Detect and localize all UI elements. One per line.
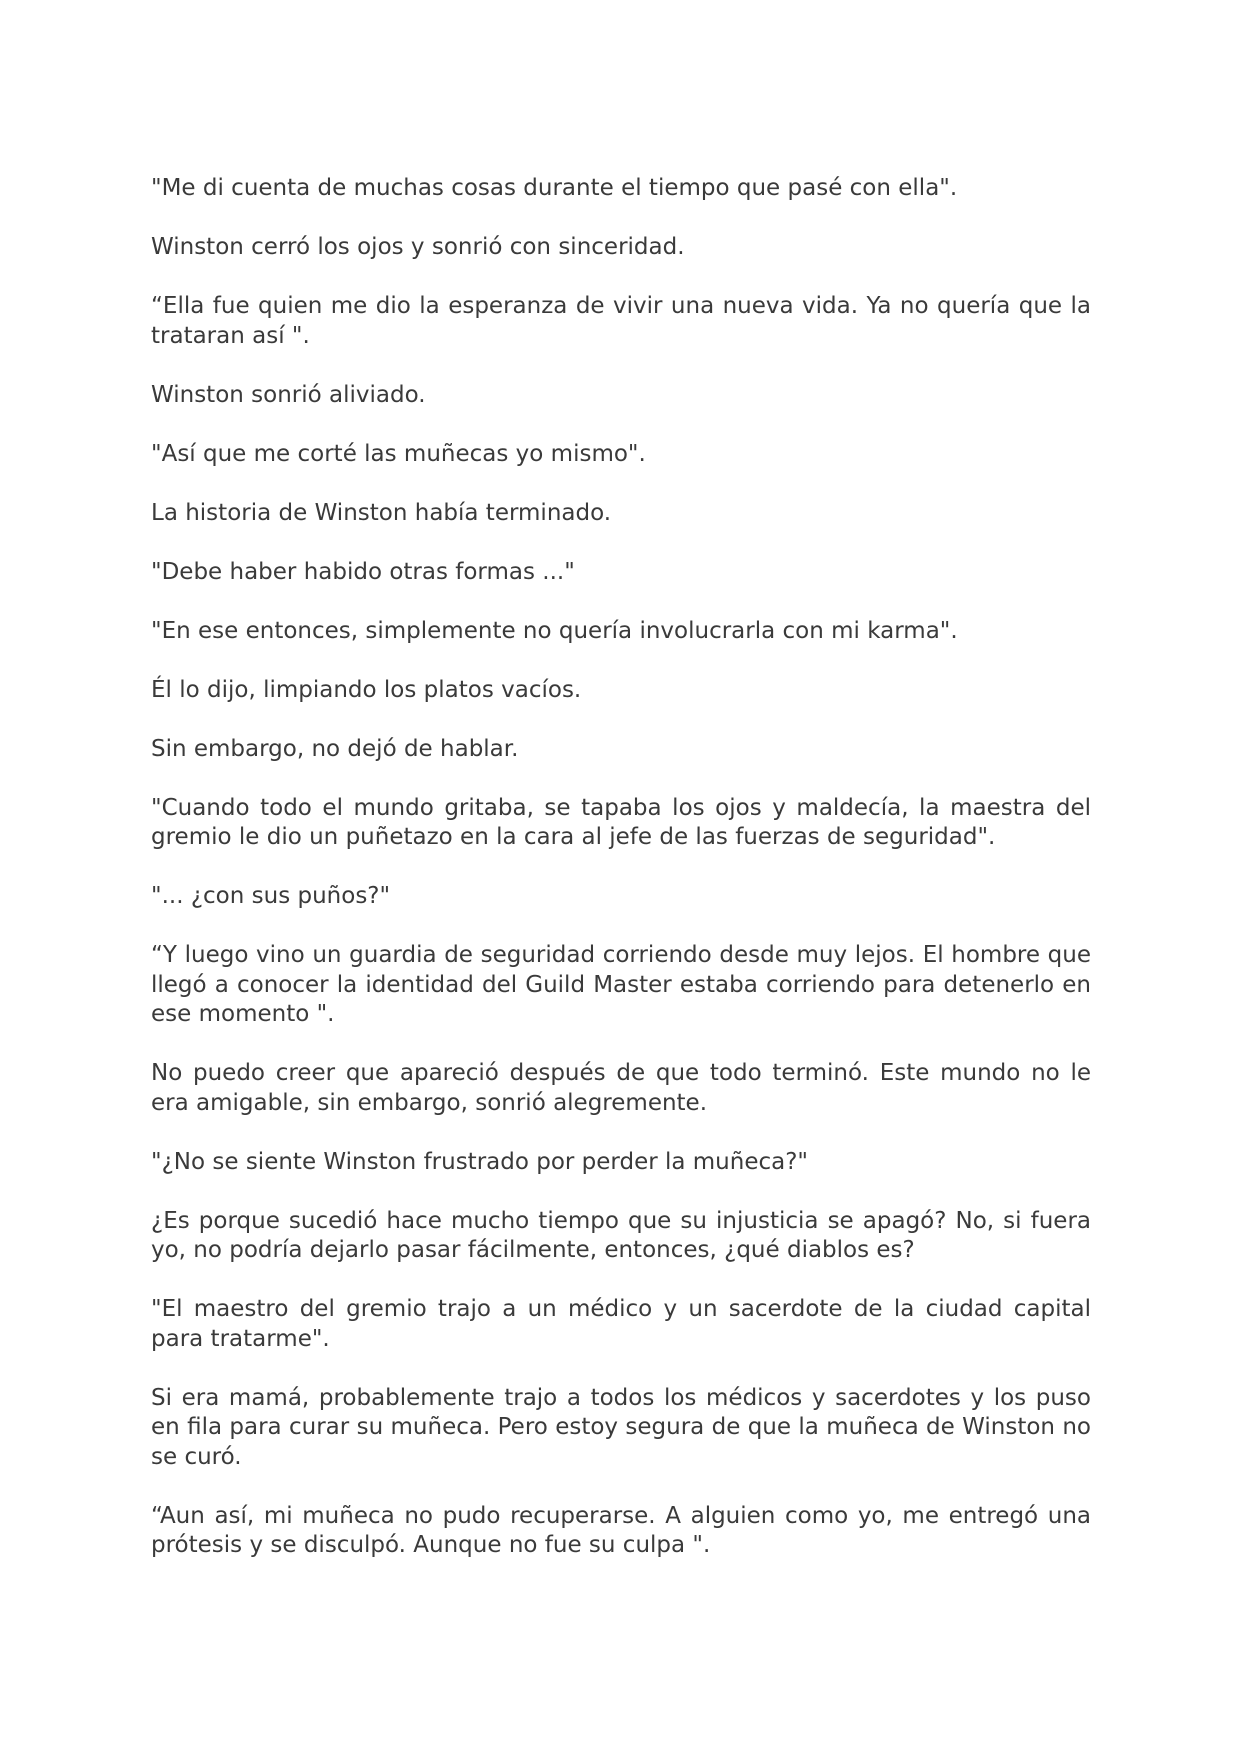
paragraph: "En ese entonces, simplemente no quería involucrarla con mi karma". (151, 617, 958, 644)
paragraph: Él lo dijo, limpiando los platos vacíos. (151, 676, 582, 703)
body-text (151, 174, 1091, 1590)
paragraph: "Debe haber habido otras formas ..." (151, 558, 575, 585)
paragraph: “Aun así, mi muñeca no pudo recuperarse. A alguien como yo, me entregó una prótesis y se disculpó. Aunque no fue su culpa ". (151, 1502, 1091, 1558)
paragraph: “Ella fue quien me dio la esperanza de vivir una nueva vida. Ya no quería que la trataran así ". (151, 293, 1091, 349)
paragraph: "El maestro del gremio trajo a un médico y un sacerdote de la ciudad capital para tratarme". (151, 1296, 1091, 1352)
paragraph: "... ¿con sus puños?" (151, 883, 391, 909)
paragraph: No puedo creer que apareció después de que todo terminó. Este mundo no le era amigable, sin embargo, sonrió alegremente. (151, 1060, 1091, 1116)
paragraph: “Y luego vino un guardia de seguridad corriendo desde muy lejos. El hombre que llegó a conocer la identidad del Guild Master estaba corriendo para detenerlo en ese momento ". (151, 942, 1091, 1027)
paragraph: Winston cerró los ojos y sonrió con sinceridad. (151, 234, 685, 260)
paragraph: Sin embargo, no dejó de hablar. (151, 735, 519, 762)
paragraph: "Así que me corté las muñecas yo mismo". (151, 440, 646, 467)
paragraph: ¿Es porque sucedió hace mucho tiempo que su injusticia se apagó? No, si fuera yo, no podría dejarlo pasar fácilmente, entonces, ¿qué diablos es? (151, 1207, 1091, 1263)
paragraph: La historia de Winston había terminado. (151, 499, 612, 526)
paragraph: Si era mamá, probablemente trajo a todos los médicos y sacerdotes y los puso en fila para curar su muñeca. Pero estoy segura de que la muñeca de Winston no se curó. (151, 1384, 1091, 1470)
paragraph: "Cuando todo el mundo gritaba, se tapaba los ojos y maldecía, la maestra del gremio le dio un puñetazo en la cara al jefe de las fuerzas de seguridad". (151, 794, 1091, 850)
paragraph: Winston sonrió aliviado. (151, 381, 426, 408)
paragraph: "¿No se siente Winston frustrado por perder la muñeca?" (151, 1148, 809, 1175)
paragraph: "Me di cuenta de muchas cosas durante el tiempo que pasé con ella". (151, 175, 958, 201)
